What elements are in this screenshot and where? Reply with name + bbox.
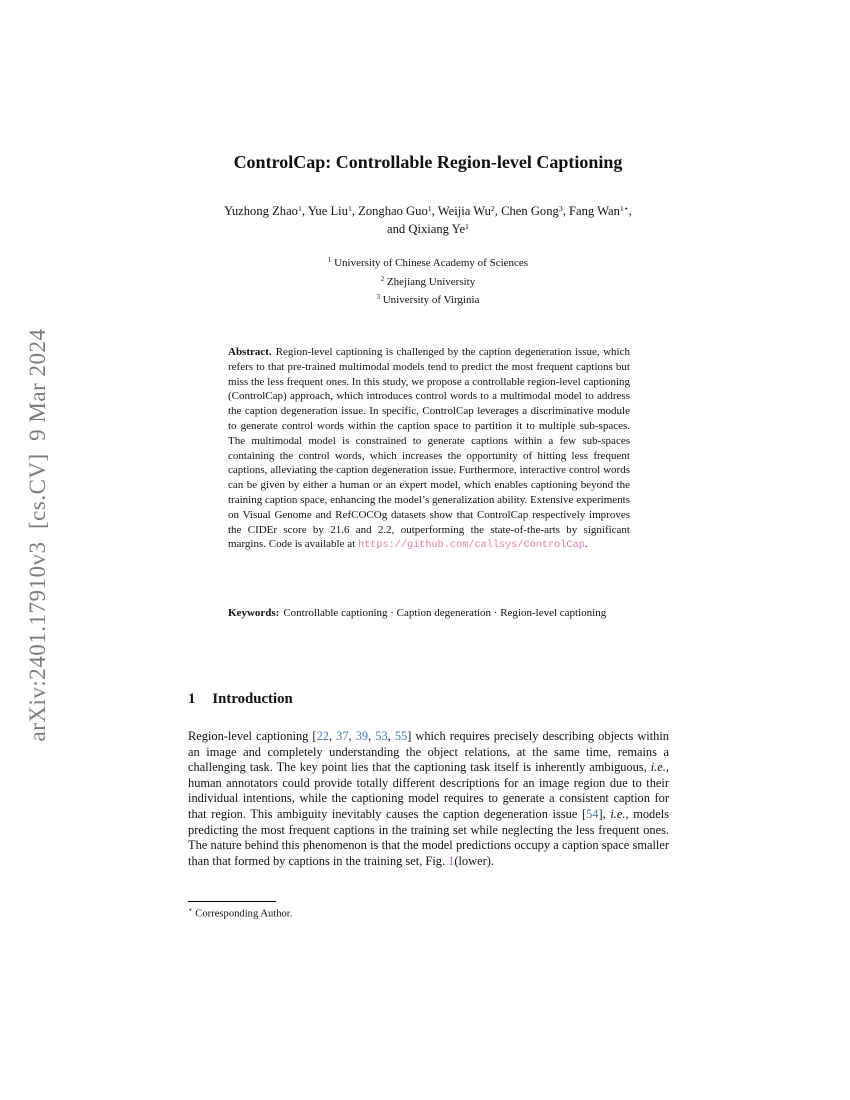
figure-ref-link[interactable]: 1 bbox=[448, 853, 455, 868]
superscript: 1 bbox=[465, 221, 469, 231]
footnote bbox=[188, 905, 668, 920]
affiliations-block bbox=[188, 255, 668, 311]
text-run: , bbox=[328, 729, 337, 743]
text-run: (lower). bbox=[454, 853, 494, 868]
text-run: , bbox=[628, 204, 632, 218]
text-run: . bbox=[584, 538, 588, 551]
text-run: Yuzhong Zhao bbox=[224, 204, 298, 218]
text-run: , Weijia Wu bbox=[431, 204, 491, 218]
citation-link[interactable]: 37 bbox=[336, 729, 349, 743]
superscript: 2 bbox=[380, 275, 385, 283]
section-heading bbox=[188, 691, 668, 708]
section-title: Introduction bbox=[212, 691, 293, 707]
text-run: , Yue Liu bbox=[301, 204, 348, 218]
arxiv-watermark: arXiv:2401.17910v3 [cs.CV] 9 Mar 2024 bbox=[25, 328, 50, 742]
abstract-label: Abstract. bbox=[228, 346, 272, 358]
italic-text: i.e. bbox=[650, 760, 666, 775]
abstract-text bbox=[228, 346, 630, 550]
citation-link[interactable]: 39 bbox=[355, 729, 369, 743]
url-link[interactable]: https://github.com/callsys/ControlCap bbox=[357, 539, 585, 552]
affiliation-3 bbox=[188, 292, 668, 311]
italic-text: i.e. bbox=[610, 806, 626, 821]
paper-title: ControlCap: Controllable Region-level Captioning bbox=[233, 152, 623, 172]
footnote-text: Corresponding Author. bbox=[195, 908, 293, 920]
author-line-2 bbox=[148, 221, 708, 239]
text-run: , Chen Gong bbox=[494, 204, 559, 218]
citation-link[interactable]: 55 bbox=[394, 729, 408, 743]
text-run: ] which requires precisely describing objects within an image and completely understanding the object relations, at the same time, remains a challenging task. The key point lies that the captioning task itself is inherently ambiguous, bbox=[188, 729, 670, 775]
text-run: ], bbox=[598, 806, 611, 821]
footnote-marker: ⋆ bbox=[188, 905, 193, 914]
text-run: , bbox=[368, 729, 376, 743]
text-run: , Fang Wan bbox=[562, 204, 620, 218]
citation-link[interactable]: 53 bbox=[375, 729, 388, 743]
intro-paragraph bbox=[188, 729, 669, 869]
section-number: 1 bbox=[188, 691, 196, 707]
text-run: University of Virginia bbox=[379, 294, 480, 306]
abstract-paragraph bbox=[228, 345, 630, 553]
keywords-paragraph bbox=[228, 606, 630, 621]
text-run: Zhejiang University bbox=[384, 275, 476, 288]
text-run: , models predicting the most frequent captions in the training set while neglecting the less frequent ones. The nature behind this phenomenon is that the model predictions occupy a caption space smaller than that formed by captions in the training set, Fig. bbox=[188, 806, 669, 868]
text-run: Controllable captioning · Caption degeneration · Region-level captioning bbox=[283, 607, 607, 619]
affiliation-1 bbox=[188, 255, 668, 274]
authors-block bbox=[148, 203, 708, 239]
text-run: Region-level captioning [ bbox=[188, 729, 317, 743]
citation-link[interactable]: 22 bbox=[316, 729, 329, 743]
superscript: 1 bbox=[347, 203, 352, 213]
text-run: , human annotators could provide totally different descriptions for an image region due to their individual intentions, while the captioning model requires to generate a consistent caption for that region. This ambiguity inevitably causes the caption degeneration issue [ bbox=[188, 760, 669, 821]
text-run: , bbox=[387, 729, 395, 743]
superscript: 1⋆ bbox=[619, 203, 629, 213]
citation-link[interactable]: 54 bbox=[586, 806, 599, 821]
superscript: 3 bbox=[376, 294, 380, 302]
author-line-1 bbox=[148, 203, 708, 221]
keywords-text bbox=[283, 607, 606, 619]
footnote-rule bbox=[188, 901, 276, 902]
affiliation-2 bbox=[188, 274, 668, 293]
text-run: Region-level captioning is challenged by the caption degeneration issue, which refers to that pre-trained multimodal models tend to predict the most frequent captions but miss the less frequent ones. In this study, we propose a controllable region-level captioning (ControlCap) approach, which introduces control words to a multimodal model to address the caption degeneration issue. In specific, ControlCap leverages a discriminative module to generate control words within the caption space to partition it to multiple sub-spaces. The multimodal model is constrained to generate captions within a few sub-spaces containing the control words, which increases the opportunity of hitting less frequent captions, alleviating the caption degeneration issue. Furthermore, interactive control words can be given by either a human or an expert model, which enables captioning beyond the training caption space, enhancing the model’s generalization ability. Extensive experiments on Visual Genome and RefCOCOg datasets show that ControlCap respectively improves the CIDEr score by 21.6 and 2.2, outperforming the state-of-the-arts by significant margins. Code is available at bbox=[228, 346, 630, 551]
text-run: , bbox=[348, 729, 356, 743]
keywords-label: Keywords: bbox=[228, 607, 280, 619]
text-run: , Zonghao Guo bbox=[351, 204, 428, 218]
superscript: 2 bbox=[490, 203, 495, 213]
superscript: 3 bbox=[558, 203, 563, 213]
superscript: 1 bbox=[297, 203, 302, 213]
text-run: and Qixiang Ye bbox=[387, 222, 466, 236]
superscript: 1 bbox=[327, 257, 332, 265]
text-run: University of Chinese Academy of Sciences bbox=[331, 257, 529, 269]
superscript: 1 bbox=[427, 203, 432, 213]
